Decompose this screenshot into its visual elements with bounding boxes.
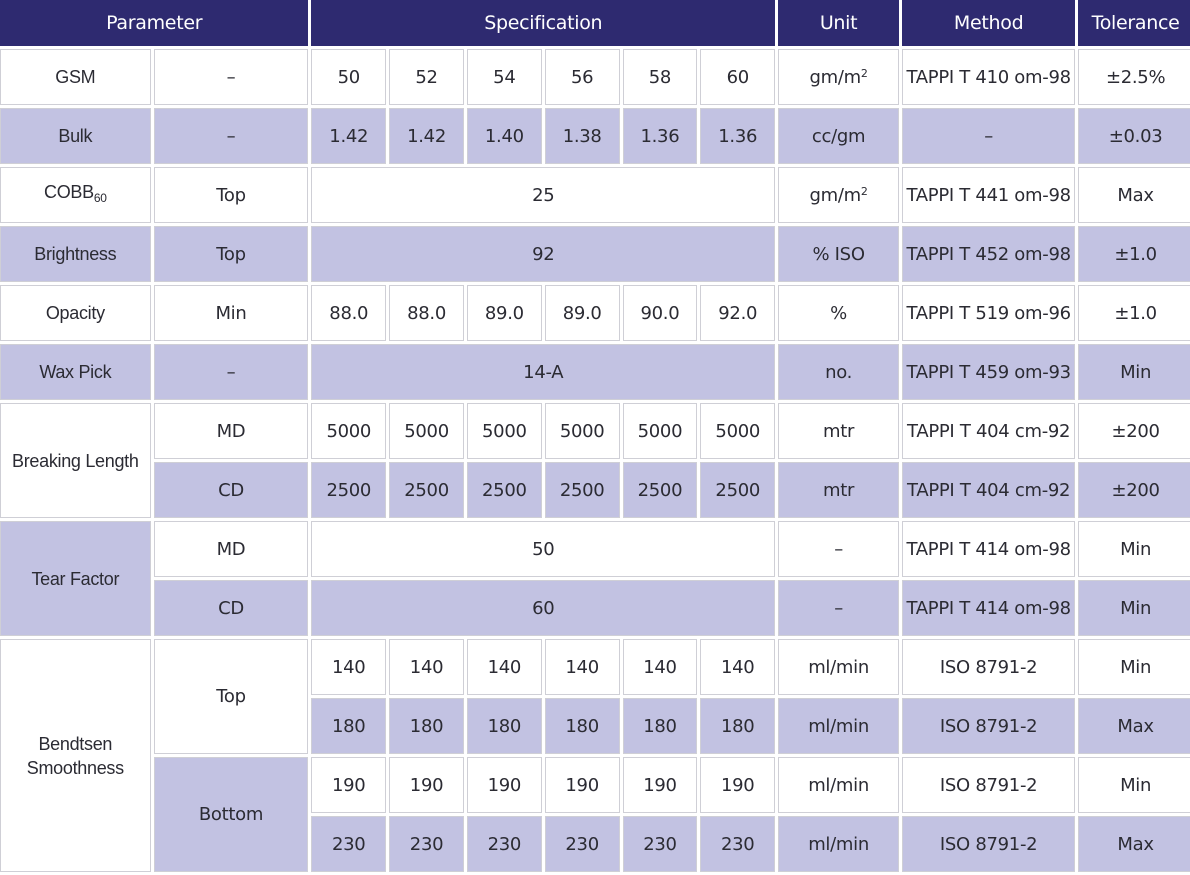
unit-text: gm/m (809, 184, 861, 206)
unit-cell: cc/gm (778, 108, 899, 164)
unit-cell: mtr (778, 462, 899, 518)
header-specification: Specification (311, 0, 775, 46)
spec-cell: 180 (467, 698, 542, 754)
spec-cell: 230 (623, 816, 698, 872)
spec-cell: 5000 (700, 403, 775, 459)
spec-cell: 190 (467, 757, 542, 813)
method-cell: TAPPI T 404 cm-92 (902, 462, 1075, 518)
param-sub: Min (154, 285, 309, 341)
spec-cell: 5000 (389, 403, 464, 459)
spec-cell: 1.38 (545, 108, 620, 164)
unit-cell (778, 49, 899, 105)
method-cell: TAPPI T 414 om-98 (902, 580, 1075, 636)
param-sub: – (154, 344, 309, 400)
spec-cell: 92 (311, 226, 775, 282)
param-name: Bendtsen (38, 733, 113, 754)
row-breaking-length-md (0, 403, 1190, 459)
method-cell: TAPPI T 410 om-98 (902, 49, 1075, 105)
tolerance-cell: ±2.5% (1078, 49, 1190, 105)
param-sub: MD (154, 521, 309, 577)
spec-cell: 5000 (467, 403, 542, 459)
row-tear-factor-md (0, 521, 1190, 577)
spec-cell: 60 (700, 49, 775, 105)
method-cell: TAPPI T 519 om-96 (902, 285, 1075, 341)
unit-cell: mtr (778, 403, 899, 459)
spec-cell: 140 (545, 639, 620, 695)
row-gsm (0, 49, 1190, 105)
spec-cell: 1.42 (389, 108, 464, 164)
unit-superscript: 2 (860, 66, 868, 80)
tolerance-cell: Min (1078, 521, 1190, 577)
spec-cell: 190 (311, 757, 386, 813)
spec-cell: 1.42 (311, 108, 386, 164)
param-sub: – (154, 108, 309, 164)
spec-cell: 190 (623, 757, 698, 813)
row-brightness (0, 226, 1190, 282)
spec-cell: 2500 (623, 462, 698, 518)
spec-cell: 52 (389, 49, 464, 105)
unit-cell: % (778, 285, 899, 341)
spec-cell: 180 (623, 698, 698, 754)
param-name: Brightness (0, 226, 151, 282)
param-name: COBB (44, 182, 94, 202)
unit-cell: no. (778, 344, 899, 400)
spec-cell: 190 (389, 757, 464, 813)
spec-cell: 89.0 (467, 285, 542, 341)
spec-cell: 5000 (545, 403, 620, 459)
tolerance-cell: Min (1078, 580, 1190, 636)
header-unit: Unit (778, 0, 899, 46)
unit-cell: ml/min (778, 757, 899, 813)
tolerance-cell: Min (1078, 344, 1190, 400)
spec-cell: 140 (700, 639, 775, 695)
spec-cell: 140 (311, 639, 386, 695)
spec-cell: 140 (467, 639, 542, 695)
spec-cell: 230 (700, 816, 775, 872)
spec-cell: 1.36 (700, 108, 775, 164)
row-bendtsen-top-1 (0, 639, 1190, 695)
method-cell: TAPPI T 414 om-98 (902, 521, 1075, 577)
header-parameter: Parameter (0, 0, 308, 46)
spec-cell: 5000 (623, 403, 698, 459)
param-name: Smoothness (26, 757, 124, 778)
method-cell: TAPPI T 441 om-98 (902, 167, 1075, 223)
spec-cell: 14-A (311, 344, 775, 400)
row-wax-pick (0, 344, 1190, 400)
spec-cell: 140 (623, 639, 698, 695)
method-cell: ISO 8791-2 (902, 757, 1075, 813)
method-cell: TAPPI T 452 om-98 (902, 226, 1075, 282)
spec-cell: 230 (311, 816, 386, 872)
param-sub: CD (154, 580, 309, 636)
spec-cell: 230 (467, 816, 542, 872)
spec-cell: 2500 (700, 462, 775, 518)
spec-cell: 180 (389, 698, 464, 754)
spec-cell: 2500 (545, 462, 620, 518)
unit-superscript: 2 (860, 184, 868, 198)
row-tear-factor-cd (0, 580, 1190, 636)
param-sub: CD (154, 462, 309, 518)
spec-cell: 50 (311, 521, 775, 577)
row-opacity (0, 285, 1190, 341)
tolerance-cell: ±200 (1078, 403, 1190, 459)
spec-cell: 140 (389, 639, 464, 695)
spec-cell: 60 (311, 580, 775, 636)
param-sub: Top (154, 167, 309, 223)
tolerance-cell: ±200 (1078, 462, 1190, 518)
spec-cell: 1.36 (623, 108, 698, 164)
spec-cell: 5000 (311, 403, 386, 459)
param-sub: MD (154, 403, 309, 459)
param-name: Tear Factor (0, 521, 151, 636)
method-cell: TAPPI T 404 cm-92 (902, 403, 1075, 459)
row-bulk (0, 108, 1190, 164)
tolerance-cell: ±1.0 (1078, 285, 1190, 341)
param-name: Wax Pick (0, 344, 151, 400)
header-tolerance: Tolerance (1078, 0, 1190, 46)
unit-cell: – (778, 521, 899, 577)
param-sub: – (154, 49, 309, 105)
param-name: GSM (0, 49, 151, 105)
spec-cell: 88.0 (389, 285, 464, 341)
spec-cell: 2500 (467, 462, 542, 518)
spec-cell: 92.0 (700, 285, 775, 341)
spec-cell: 90.0 (623, 285, 698, 341)
tolerance-cell: Min (1078, 757, 1190, 813)
spec-cell: 180 (545, 698, 620, 754)
spec-cell: 230 (545, 816, 620, 872)
param-name-subscript: 60 (93, 191, 107, 205)
spec-cell: 190 (545, 757, 620, 813)
param-sub: Top (154, 639, 309, 754)
tolerance-cell: Max (1078, 816, 1190, 872)
tolerance-cell: Min (1078, 639, 1190, 695)
header-row (0, 0, 1190, 46)
spec-cell: 50 (311, 49, 386, 105)
param-name-cell (0, 639, 151, 872)
param-sub: Bottom (154, 757, 309, 872)
tolerance-cell: ±1.0 (1078, 226, 1190, 282)
unit-cell: – (778, 580, 899, 636)
spec-cell: 180 (311, 698, 386, 754)
method-cell: TAPPI T 459 om-93 (902, 344, 1075, 400)
spec-cell: 54 (467, 49, 542, 105)
unit-cell: ml/min (778, 639, 899, 695)
unit-text: gm/m (809, 66, 861, 88)
spec-cell: 56 (545, 49, 620, 105)
param-name: Breaking Length (0, 403, 151, 518)
method-cell: ISO 8791-2 (902, 698, 1075, 754)
unit-cell: % ISO (778, 226, 899, 282)
param-sub: Top (154, 226, 309, 282)
spec-cell: 88.0 (311, 285, 386, 341)
header-method: Method (902, 0, 1075, 46)
spec-cell: 58 (623, 49, 698, 105)
spec-cell: 180 (700, 698, 775, 754)
spec-cell: 2500 (389, 462, 464, 518)
row-cobb (0, 167, 1190, 223)
spec-cell: 230 (389, 816, 464, 872)
spec-cell: 1.40 (467, 108, 542, 164)
tolerance-cell: Max (1078, 698, 1190, 754)
method-cell: – (902, 108, 1075, 164)
spec-cell: 2500 (311, 462, 386, 518)
tolerance-cell: ±0.03 (1078, 108, 1190, 164)
method-cell: ISO 8791-2 (902, 639, 1075, 695)
unit-cell: ml/min (778, 698, 899, 754)
row-breaking-length-cd (0, 462, 1190, 518)
param-name-cell (0, 167, 151, 223)
tolerance-cell: Max (1078, 167, 1190, 223)
spec-cell: 190 (700, 757, 775, 813)
row-bendtsen-bottom-1 (0, 757, 1190, 813)
param-name: Bulk (0, 108, 151, 164)
unit-cell (778, 167, 899, 223)
spec-cell: 25 (311, 167, 775, 223)
spec-cell: 89.0 (545, 285, 620, 341)
method-cell: ISO 8791-2 (902, 816, 1075, 872)
param-name: Opacity (0, 285, 151, 341)
unit-cell: ml/min (778, 816, 899, 872)
